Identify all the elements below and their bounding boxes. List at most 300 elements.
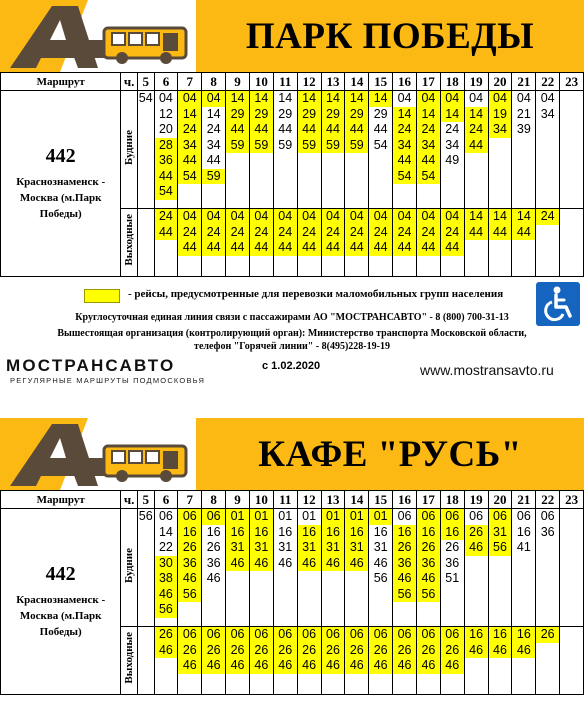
departure-minute: 46: [274, 658, 297, 674]
departure-minute: 44: [250, 122, 273, 138]
route-destination-line: Краснознаменск -: [16, 176, 106, 188]
departure-minute: 46: [489, 643, 512, 659]
hour-header: 23: [560, 73, 584, 91]
departure-minute: 14: [158, 524, 173, 539]
departure-minute: 04: [250, 209, 273, 225]
departure-minute: 46: [322, 556, 345, 572]
route-destination-line: Победы): [39, 208, 82, 220]
departure-minute: 28: [155, 138, 178, 154]
departure-minute: 04: [274, 209, 297, 225]
departure-minute: 16: [250, 525, 273, 541]
departure-minute: 44: [345, 240, 368, 256]
hour-header: 5: [137, 73, 154, 91]
departure-minute: 01: [250, 509, 273, 525]
route-info: [1, 509, 121, 695]
hour-header: 12: [297, 73, 321, 91]
hour-header: 7: [178, 73, 202, 91]
departure-minute: 26: [206, 540, 221, 554]
departure-minute: 04: [226, 209, 249, 225]
minutes-cell: [464, 209, 488, 277]
departure-minute: 01: [302, 509, 317, 523]
departure-minute: 19: [489, 107, 512, 123]
departure-minute: 59: [226, 138, 249, 154]
departure-minute: 26: [441, 643, 464, 659]
departure-minute: 04: [441, 91, 464, 107]
website-link[interactable]: www.mostransavto.ru: [420, 362, 554, 378]
departure-minute: 36: [206, 555, 221, 570]
departure-minute: 26: [536, 627, 559, 643]
accessible-legend-swatch: [84, 289, 120, 303]
minutes-cell: [345, 209, 369, 277]
departure-minute: 34: [393, 138, 416, 154]
hour-header: 23: [560, 491, 584, 509]
departure-minute: 04: [345, 209, 368, 225]
departure-minute: 20: [158, 122, 173, 136]
departure-minute: 44: [155, 169, 178, 185]
departure-minute: 39: [516, 122, 531, 136]
departure-minute: 46: [322, 658, 345, 674]
minutes-cell: [393, 209, 417, 277]
departure-minute: 44: [489, 225, 512, 241]
departure-minute: 44: [322, 240, 345, 256]
departure-minute: 44: [465, 225, 488, 241]
minutes-cell: [178, 627, 202, 695]
valid-from-date: с 1.02.2020: [262, 360, 321, 372]
departure-minute: 14: [512, 209, 535, 225]
departure-minute: 36: [155, 153, 178, 169]
minutes-cell: [321, 509, 345, 627]
hour-header: 15: [369, 491, 393, 509]
hotline-text: Круглосуточная единая линия связи с пассажирами АО "МОСТРАНСАВТО" - 8 (800) 700-31-13: [75, 312, 509, 323]
hour-label: ч.: [121, 491, 138, 509]
departure-minute: 31: [298, 540, 321, 556]
departure-minute: 16: [465, 627, 488, 643]
departure-minute: 16: [417, 525, 440, 541]
departure-minute: 29: [373, 106, 388, 121]
departure-minute: 26: [369, 643, 392, 659]
minutes-cell: [154, 91, 178, 209]
weekday-label: Будние: [123, 129, 136, 165]
departure-minute: 49: [445, 153, 460, 167]
minutes-cell: [137, 91, 154, 209]
minutes-cell: [440, 91, 464, 209]
departure-minute: 26: [393, 643, 416, 659]
route-info: [1, 91, 121, 277]
departure-minute: 16: [373, 524, 388, 539]
minutes-cell: [154, 627, 178, 695]
departure-minute: 21: [516, 106, 531, 121]
departure-minute: 24: [178, 122, 201, 138]
departure-minute: 46: [369, 658, 392, 674]
departure-minute: 44: [298, 240, 321, 256]
minutes-cell: [345, 509, 369, 627]
departure-minute: 46: [417, 571, 440, 587]
minutes-cell: [178, 209, 202, 277]
departure-minute: 46: [441, 658, 464, 674]
departure-minute: 26: [417, 643, 440, 659]
departure-minute: 46: [345, 556, 368, 572]
departure-minute: 44: [512, 225, 535, 241]
departure-minute: 46: [465, 643, 488, 659]
minutes-cell: [464, 627, 488, 695]
minutes-cell: [416, 627, 440, 695]
departure-minute: 14: [489, 209, 512, 225]
departure-minute: 12: [158, 106, 173, 121]
minutes-cell: [178, 509, 202, 627]
departure-minute: 29: [250, 107, 273, 123]
weekend-label: Выходные: [123, 214, 136, 266]
minutes-cell: [249, 509, 273, 627]
departure-minute: 59: [298, 138, 321, 154]
departure-minute: 54: [178, 169, 201, 185]
departure-minute: 26: [178, 643, 201, 659]
brand-name: МОСТРАНСАВТО: [6, 356, 176, 375]
minutes-cell: [369, 509, 393, 627]
departure-minute: 34: [540, 106, 555, 121]
minutes-cell: [273, 209, 297, 277]
departure-minute: 16: [278, 524, 293, 539]
departure-minute: 06: [250, 627, 273, 643]
minutes-cell: [202, 91, 226, 209]
departure-minute: 14: [441, 107, 464, 123]
departure-minute: 04: [178, 209, 201, 225]
minutes-cell: [321, 91, 345, 209]
weekday-label-cell: [121, 91, 138, 209]
hour-header: 9: [226, 491, 250, 509]
minutes-cell: [488, 627, 512, 695]
hour-header: 15: [369, 73, 393, 91]
departure-minute: 51: [445, 571, 460, 585]
departure-minute: 46: [178, 658, 201, 674]
hour-label: ч.: [121, 73, 138, 91]
departure-minute: 04: [202, 91, 225, 107]
minutes-cell: [488, 91, 512, 209]
departure-minute: 26: [274, 643, 297, 659]
departure-minute: 46: [278, 555, 293, 570]
departure-minute: 24: [178, 225, 201, 241]
departure-minute: 14: [369, 91, 392, 107]
departure-minute: 31: [226, 540, 249, 556]
minutes-cell: [249, 627, 273, 695]
departure-minute: 44: [278, 122, 293, 136]
departure-minute: 06: [417, 627, 440, 643]
departure-minute: 44: [226, 122, 249, 138]
minutes-cell: [273, 91, 297, 209]
departure-minute: 04: [441, 209, 464, 225]
departure-minute: 44: [155, 225, 178, 241]
departure-minute: 06: [202, 627, 225, 643]
minutes-cell: [297, 509, 321, 627]
departure-minute: 24: [445, 122, 460, 136]
departure-minute: 46: [250, 658, 273, 674]
departure-minute: 26: [250, 643, 273, 659]
minutes-cell: [536, 627, 560, 695]
departure-minute: 24: [393, 122, 416, 138]
minutes-cell: [560, 627, 584, 695]
departure-minute: 04: [202, 209, 225, 225]
departure-minute: 56: [373, 571, 388, 585]
departure-minute: 56: [489, 540, 512, 556]
minutes-cell: [154, 209, 178, 277]
minutes-cell: [226, 509, 250, 627]
departure-minute: 06: [369, 627, 392, 643]
departure-minute: 56: [393, 587, 416, 603]
route-destination-line: Победы): [39, 626, 82, 638]
minutes-cell: [416, 91, 440, 209]
minutes-cell: [154, 509, 178, 627]
hour-header: 19: [464, 491, 488, 509]
departure-minute: 44: [417, 240, 440, 256]
departure-minute: 54: [417, 169, 440, 185]
departure-minute: 04: [369, 209, 392, 225]
departure-minute: 04: [540, 91, 555, 105]
departure-minute: 01: [369, 509, 392, 525]
minutes-cell: [321, 209, 345, 277]
hour-header: 17: [416, 73, 440, 91]
departure-minute: 16: [441, 525, 464, 541]
minutes-cell: [345, 91, 369, 209]
departure-minute: 46: [345, 658, 368, 674]
departure-minute: 26: [155, 627, 178, 643]
departure-minute: 46: [226, 556, 249, 572]
departure-minute: 30: [155, 556, 178, 572]
departure-minute: 44: [345, 122, 368, 138]
departure-minute: 46: [250, 556, 273, 572]
legend-description: - рейсы, предусмотренные для перевозки маломобильных групп населения: [128, 288, 504, 300]
departure-minute: 14: [206, 106, 221, 121]
header-banner: [0, 418, 584, 490]
departure-minute: 14: [278, 91, 293, 105]
departure-minute: 34: [489, 122, 512, 138]
departure-minute: 46: [178, 571, 201, 587]
departure-minute: 31: [322, 540, 345, 556]
route-number: 442: [45, 563, 76, 585]
minutes-cell: [440, 509, 464, 627]
departure-minute: 46: [202, 658, 225, 674]
departure-minute: 54: [373, 137, 388, 152]
minutes-cell: [297, 91, 321, 209]
departure-minute: 06: [345, 627, 368, 643]
minutes-cell: [202, 627, 226, 695]
departure-minute: 46: [393, 571, 416, 587]
minutes-cell: [369, 627, 393, 695]
departure-minute: 46: [155, 643, 178, 659]
departure-minute: 46: [226, 658, 249, 674]
minutes-cell: [137, 209, 154, 277]
hour-header: 13: [321, 73, 345, 91]
hour-header: 18: [440, 491, 464, 509]
departure-minute: 24: [345, 225, 368, 241]
minutes-cell: [440, 627, 464, 695]
departure-minute: 24: [202, 225, 225, 241]
timetable: [0, 490, 584, 695]
departure-minute: 04: [417, 209, 440, 225]
departure-minute: 06: [178, 627, 201, 643]
departure-minute: 24: [417, 122, 440, 138]
departure-minute: 26: [445, 540, 460, 554]
departure-minute: 16: [393, 525, 416, 541]
departure-minute: 26: [298, 643, 321, 659]
hour-header: 14: [345, 491, 369, 509]
departure-minute: 46: [155, 587, 178, 603]
departure-minute: 06: [441, 509, 464, 525]
departure-minute: 26: [393, 540, 416, 556]
departure-minute: 41: [516, 540, 531, 554]
minutes-cell: [512, 91, 536, 209]
departure-minute: 44: [274, 240, 297, 256]
brand-subtitle: РЕГУЛЯРНЫЕ МАРШРУТЫ ПОДМОСКОВЬЯ: [10, 376, 206, 385]
hour-header: 8: [202, 73, 226, 91]
mostransavto-bus-logo: [0, 418, 196, 490]
departure-minute: 26: [322, 643, 345, 659]
stop-title: ПАРК ПОБЕДЫ: [245, 15, 535, 57]
departure-minute: 44: [250, 240, 273, 256]
weekend-label-cell: [121, 209, 138, 277]
minutes-cell: [345, 627, 369, 695]
departure-minute: 56: [155, 602, 178, 618]
minutes-cell: [249, 209, 273, 277]
minutes-cell: [464, 91, 488, 209]
departure-minute: 26: [465, 525, 488, 541]
hour-header: 20: [488, 491, 512, 509]
minutes-cell: [416, 209, 440, 277]
hour-header: 5: [137, 491, 154, 509]
departure-minute: 56: [138, 509, 153, 523]
departure-minute: 29: [298, 107, 321, 123]
departure-minute: 59: [250, 138, 273, 154]
departure-minute: 44: [178, 153, 201, 169]
departure-minute: 36: [445, 555, 460, 570]
departure-minute: 06: [322, 627, 345, 643]
departure-minute: 59: [202, 169, 225, 185]
departure-minute: 14: [322, 91, 345, 107]
departure-minute: 04: [489, 91, 512, 107]
minutes-cell: [393, 91, 417, 209]
legend-footer: [0, 276, 584, 418]
departure-minute: 44: [393, 240, 416, 256]
departure-minute: 14: [250, 91, 273, 107]
departure-minute: 34: [445, 137, 460, 152]
departure-minute: 16: [489, 627, 512, 643]
hour-header: 6: [154, 491, 178, 509]
hour-header: 22: [536, 491, 560, 509]
weekday-row: [1, 509, 584, 627]
departure-minute: 44: [369, 240, 392, 256]
hour-header: 13: [321, 491, 345, 509]
departure-minute: 44: [298, 122, 321, 138]
departure-minute: 14: [465, 107, 488, 123]
departure-minute: 34: [206, 137, 221, 152]
minutes-cell: [137, 509, 154, 627]
minutes-cell: [273, 509, 297, 627]
departure-minute: 26: [345, 643, 368, 659]
departure-minute: 31: [489, 525, 512, 541]
departure-minute: 44: [373, 122, 388, 136]
minutes-cell: [560, 209, 584, 277]
weekday-label-cell: [121, 509, 138, 627]
departure-minute: 06: [516, 509, 531, 523]
departure-minute: 14: [226, 91, 249, 107]
departure-minute: 29: [278, 106, 293, 121]
minutes-cell: [464, 509, 488, 627]
departure-minute: 16: [322, 525, 345, 541]
hour-header: 7: [178, 491, 202, 509]
departure-minute: 24: [441, 225, 464, 241]
minutes-cell: [393, 627, 417, 695]
departure-minute: 46: [206, 571, 221, 585]
departure-minute: 44: [322, 122, 345, 138]
departure-minute: 24: [393, 225, 416, 241]
departure-minute: 54: [155, 184, 178, 200]
minutes-cell: [178, 91, 202, 209]
hour-header: 21: [512, 73, 536, 91]
hour-header: 19: [464, 73, 488, 91]
departure-minute: 24: [536, 209, 559, 225]
minutes-cell: [321, 627, 345, 695]
minutes-cell: [488, 509, 512, 627]
minutes-cell: [560, 91, 584, 209]
hour-header: 21: [512, 491, 536, 509]
departure-minute: 06: [441, 627, 464, 643]
departure-minute: 06: [298, 627, 321, 643]
weekend-label: Выходные: [123, 632, 136, 684]
departure-minute: 44: [202, 240, 225, 256]
departure-minute: 44: [226, 240, 249, 256]
departure-minute: 46: [298, 556, 321, 572]
departure-minute: 24: [417, 225, 440, 241]
route-column-header: Маршрут: [1, 73, 121, 91]
hour-header: 11: [273, 73, 297, 91]
minutes-cell: [393, 509, 417, 627]
departure-minute: 36: [540, 524, 555, 539]
timetable: [0, 72, 584, 277]
hour-header: 6: [154, 73, 178, 91]
hour-header: 16: [393, 73, 417, 91]
hour-header: 17: [416, 491, 440, 509]
departure-minute: 24: [206, 122, 221, 136]
departure-minute: 54: [393, 169, 416, 185]
departure-minute: 24: [250, 225, 273, 241]
departure-minute: 06: [417, 509, 440, 525]
minutes-cell: [512, 509, 536, 627]
departure-minute: 24: [226, 225, 249, 241]
hour-header: 16: [393, 491, 417, 509]
departure-minute: 36: [417, 556, 440, 572]
minutes-cell: [202, 209, 226, 277]
departure-minute: 44: [206, 153, 221, 167]
departure-minute: 14: [178, 107, 201, 123]
minutes-cell: [512, 209, 536, 277]
minutes-cell: [226, 627, 250, 695]
departure-minute: 34: [178, 138, 201, 154]
departure-minute: 44: [178, 240, 201, 256]
departure-minute: 14: [465, 209, 488, 225]
departure-minute: 06: [202, 509, 225, 525]
departure-minute: 24: [155, 209, 178, 225]
hour-header: 20: [488, 73, 512, 91]
departure-minute: 29: [226, 107, 249, 123]
minutes-cell: [297, 209, 321, 277]
departure-minute: 44: [417, 153, 440, 169]
minutes-cell: [416, 509, 440, 627]
route-destination-line: Москва (м.Парк: [19, 610, 102, 622]
departure-minute: 59: [345, 138, 368, 154]
departure-minute: 04: [298, 209, 321, 225]
departure-minute: 16: [178, 525, 201, 541]
departure-minute: 54: [138, 91, 153, 105]
departure-minute: 29: [322, 107, 345, 123]
departure-minute: 01: [322, 509, 345, 525]
